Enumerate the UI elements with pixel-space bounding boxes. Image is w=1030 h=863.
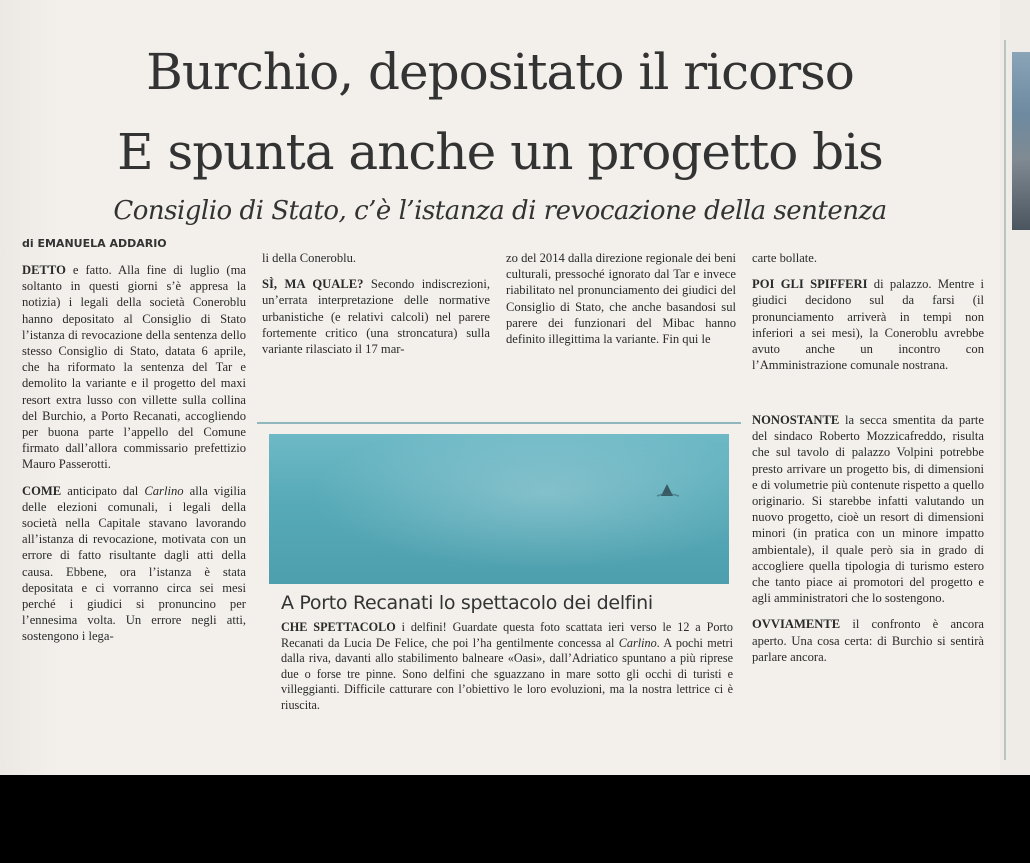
paragraph-text: Secondo indiscrezioni, un’errata interpretazione delle normative urbanistiche (e relativi calcoli) nel parere fortemente critico (una stroncatura) sulla variante rilasciato il 17 mar- [262, 277, 490, 357]
paragraph [506, 250, 736, 347]
paragraph-text: li della Coneroblu. [262, 251, 357, 265]
paragraph-lead: SÌ, MA QUALE? [262, 277, 364, 292]
sea-dolphin-photo [269, 434, 729, 584]
subheadline: Consiglio di Stato, c’è l’istanza di revocazione della sentenza [113, 196, 887, 226]
byline: di EMANUELA ADDARIO [22, 237, 167, 250]
paragraph-lead: DETTO [22, 263, 66, 277]
dolphin-fin-icon [269, 434, 729, 584]
caption-lead: CHE SPETTACOLO [281, 620, 396, 634]
article-column-4 [752, 250, 984, 383]
paragraph-text: zo del 2014 dalla direzione regionale dei beni culturali, pressoché ignorato dal Tar e invece riabilitato nel pronunciamento dei giudici del Consiglio di Stato, che anche basandosi sul parere dei funzionari del Mibac hanno definito illegittima la variante. Fin qui le [506, 251, 736, 347]
paragraph [22, 483, 246, 645]
article-column-2 [262, 250, 490, 367]
adjacent-photo [1012, 52, 1030, 230]
paragraph-text: la secca smentita da parte del sindaco Roberto Mozzicafreddo, risulta che sul tavolo di palazzo Volpini potrebbe presto arrivare un progetto bis, di dimensioni e di volumetrie più contenute rispetto a quello originario. Si starebbe infatti valutando un nuovo progetto, cioè un resort di dimensioni minori (in pratica con un minore impatto ambientale), il quale però sia in grado di accogliere quella tipologia di turismo estero che tanto piace ai promotori del progetto e agli amministratori che lo sostengono. [752, 413, 984, 606]
paragraph-text: il confronto è ancora aperto. Una cosa certa: di Burchio si sentirà parlare ancora. [752, 617, 984, 664]
paragraph [752, 616, 984, 665]
paragraph-text: di palazzo. Mentre i giudici decidono sul da farsi (il pronunciamento arriverà in tempi non inferiori a sei mesi), la Coneroblu avrebbe avuto anche un incontro con l’Amministrazione comunale nostrana. [752, 277, 985, 373]
paragraph [752, 250, 984, 266]
paragraph [262, 276, 490, 357]
article-column-4-continued [752, 412, 984, 675]
paragraph [752, 276, 984, 373]
photo-box [257, 422, 741, 720]
headline-line-1: Burchio, depositato il ricorso [146, 43, 854, 101]
photo-caption [281, 620, 733, 714]
paragraph-lead: OVVIAMENTE [752, 617, 841, 632]
newspaper-name: Carlino [618, 635, 657, 650]
paragraph-text: e fatto. Alla fine di luglio (ma soltanto in questi giorni s’è appresa la notizia) i legali della società Coneroblu hanno depositato al Consiglio di Stato l’istanza di revocazione della sentenza dello stesso Consiglio di Stato, datata 6 aprile, che ha riformato la sentenza del Tar e demolito la variante e il progetto del maxi resort extra lusso con villette sulla collina del Burchio, a Porto Recanati, accogliendo per buona parte l’appello del Comune firmato dall’allora commissario prefettizio Mauro Passerotti. [22, 263, 246, 472]
paragraph [752, 412, 984, 606]
newspaper-name: Carlino [144, 483, 184, 498]
paragraph-text: carte bollate. [752, 251, 818, 265]
paragraph [22, 262, 246, 473]
photo-caption-title: A Porto Recanati lo spettacolo dei delfini [281, 592, 653, 614]
bleed-through-text [255, 0, 975, 28]
paragraph-lead: NONOSTANTE [752, 413, 840, 427]
paragraph-text: alla vigilia delle elezioni comunali, i legali della società nella Capitale stavano lavorando all’istanza di revocazione, motivata con un errore di fatto risultante dagli atti della causa. Ebbene, ora l’istanza è stata depositata e ci vorranno circa sei mesi perché i giudici si pronuncino per l’ennesima volta. Un errore negli atti, sostengono i lega- [22, 483, 246, 644]
paragraph-text: anticipato dal [61, 483, 145, 498]
caption-text: . A pochi metri dalla riva, davanti allo stabilimento balneare «Oasi», dall’Adriatico spuntano a più riprese due o forse tre pinne. Sono delfini che sguazzano in mare sotto gli occhi di turisti e villeggianti. Difficile catturare con l’obiettivo le loro evoluzioni, ma la nostra lettrice ci è riuscita. [281, 635, 733, 712]
headline-line-2: E spunta anche un progetto bis [117, 123, 883, 181]
caption-text: i delfini! Guardate questa foto scattata ieri verso le 12 a Porto Recanati da Lucia De Felice, che poi l’ha gentilmente concessa al [281, 620, 733, 650]
paragraph [262, 250, 490, 266]
article-column-3 [506, 250, 736, 357]
article-column-1 [22, 262, 246, 655]
column-rule [1004, 40, 1006, 760]
paragraph-lead: POI GLI SPIFFERI [752, 277, 868, 292]
paragraph-lead: COME [22, 483, 62, 498]
